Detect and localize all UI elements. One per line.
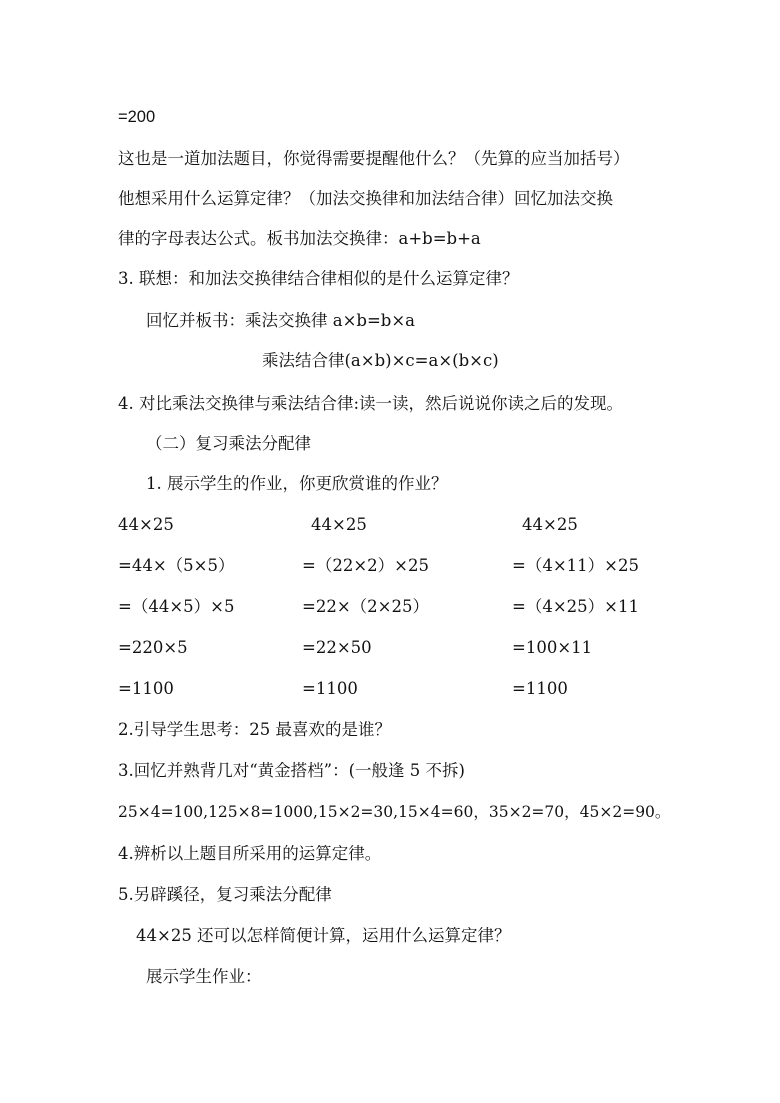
work-step: =1100 <box>512 679 568 698</box>
sub-4-analyze: 4.辨析以上题目所采用的运算定律。 <box>118 844 382 863</box>
item-3-association: 3. 联想：和加法交换律结合律相似的是什么运算定律？ <box>118 269 519 288</box>
sub-2-guide: 2.引导学生思考：25 最喜欢的是谁？ <box>118 720 391 739</box>
work-step: =22×（2×25） <box>302 597 429 616</box>
sub-5-question: 44×25 还可以怎样简便计算，运用什么运算定律？ <box>136 926 511 945</box>
sub-5-new-way: 5.另辟蹊径，复习乘法分配律 <box>118 885 332 904</box>
sub-5-show-work: 展示学生作业： <box>146 967 262 986</box>
work-step: =（4×11）×25 <box>512 556 639 575</box>
work-step: =100×11 <box>512 638 593 657</box>
sub-3-golden-pairs: 3.回忆并熟背几对“黄金搭档”：(一般逢 5 不拆) <box>118 761 465 780</box>
item-3-recall: 回忆并板书：乘法交换律 a×b=b×a <box>146 311 416 330</box>
work-step: 44×25 <box>311 515 367 534</box>
section-2-heading: （二）复习乘法分配律 <box>146 434 311 453</box>
golden-pairs-list: 25×4=100,125×8=1000,15×2=30,15×4=60，35×2=70，45×2=90。 <box>118 803 671 821</box>
work-step: =44×（5×5） <box>118 556 235 575</box>
work-step: =1100 <box>302 679 358 698</box>
work-step: =（44×5）×5 <box>118 597 235 616</box>
equals-200-line: =200 <box>118 108 156 126</box>
work-step: 44×25 <box>522 515 578 534</box>
sub-1-show-work: 1. 展示学生的作业，你更欣赏谁的作业？ <box>146 474 448 493</box>
item-4-compare: 4. 对比乘法交换律与乘法结合律:读一读，然后说说你读之后的发现。 <box>118 394 624 413</box>
reminder-line: 这也是一道加法题目，你觉得需要提醒他什么？（先算的应当加括号） <box>118 149 630 168</box>
work-step: =22×50 <box>302 638 372 657</box>
work-step: 44×25 <box>118 515 174 534</box>
work-step: =1100 <box>118 679 174 698</box>
work-step: =（4×25）×11 <box>512 597 639 616</box>
law-formula-line: 律的字母表达公式。板书加法交换律：a+b=b+a <box>118 229 481 248</box>
work-step: =220×5 <box>118 638 188 657</box>
law-question-line: 他想采用什么运算定律？（加法交换律和加法结合律）回忆加法交换 <box>118 189 613 208</box>
item-3-assoc-law: 乘法结合律(a×b)×c=a×(b×c) <box>262 351 499 370</box>
work-step: =（22×2）×25 <box>302 556 429 575</box>
